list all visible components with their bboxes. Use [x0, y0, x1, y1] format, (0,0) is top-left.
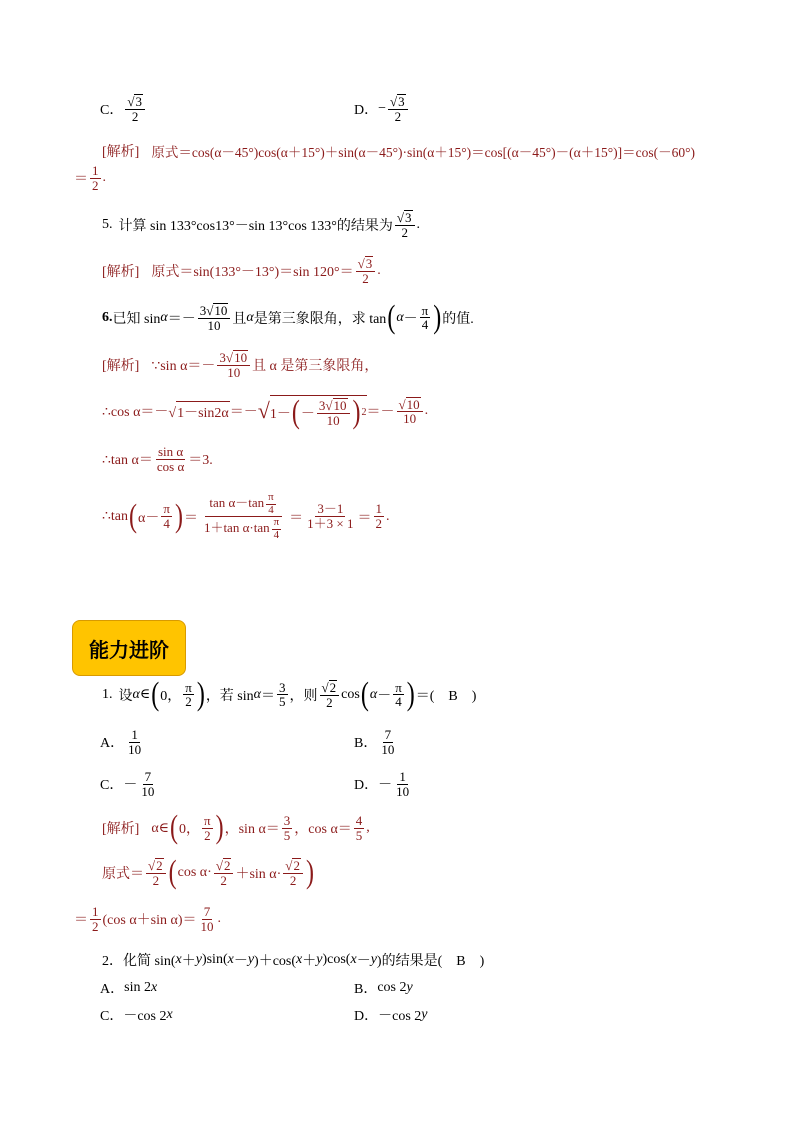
option-label: B． [354, 982, 378, 997]
analysis-tag: [解析] [102, 264, 140, 280]
p1-option-d: D． － $\frac{1}{10}$ [354, 769, 410, 799]
q6-analysis-step3: ∴tan α＝ $\frac{\text{sin α}}{\text{cos α}}$ ＝3. [102, 444, 213, 474]
q4-option-c-value: √ 3 2 [125, 94, 145, 123]
p1-option-a: A． $\frac{1}{10}$ [100, 727, 142, 757]
q5-answer: √ 3 2 [395, 210, 415, 239]
p2-question: 2． 化简 sin( x ＋ y )sin( x － y )＋cos( x ＋ y )cos( x － y )的结果是( B ) [102, 952, 485, 969]
p2-option-a: A． sin 2 x [100, 980, 158, 997]
option-label: A． [100, 736, 125, 752]
analysis-tag: [解析] [102, 822, 140, 838]
q4-option-d-value: √ 3 2 [388, 94, 408, 123]
p1-option-b: B． $\frac{7}{10}$ [354, 727, 395, 757]
p2-option-d: D． －cos 2 y [354, 1007, 428, 1024]
p1-analysis-step1: [解析] α∈ ( 0， $\frac{\pi}{2}$ ) ，sin α＝ $\frac{3}{5}$ ，cos α＝ $\frac{4}{5}$ , [102, 810, 370, 846]
q6-question: 6. 已知 sin α ＝－ 3√ 10 10 且 α 是第三象限角，求 tan ( α － $\frac{\pi}{4}$ ) 的值. [102, 300, 474, 336]
q4-analysis-result: ＝ $\frac{1}{2}$ . [74, 163, 106, 193]
section-badge: 能力进阶 [72, 620, 186, 676]
q5-analysis: [解析] 原式＝sin(133°－13°)＝sin 120°＝ √ 3 2 . [102, 256, 381, 286]
question-number: 1. [102, 686, 113, 702]
p1-analysis-step2: 原式＝ √ 2 2 ( cos α· √ 2 2 ＋sin α· √ 2 2 ) [102, 855, 314, 891]
option-label: D． [354, 1009, 379, 1024]
option-label: C． [100, 102, 124, 118]
option-label: D． [354, 778, 379, 794]
question-number: 5. [102, 216, 113, 232]
q5-question: 5. 计算 sin 133°cos13°－sin 13°cos 133°的结果为 √ 3 2 . [102, 210, 421, 240]
p2-option-b: B． cos 2 y [354, 980, 413, 997]
q4-analysis-text: 原式＝cos(α－45°)cos(α＋15°)＋sin(α－45°)·sin(α＋15°)＝cos[(α－45°)－(α＋15°)]＝cos(－60°) [151, 145, 695, 160]
option-label: A． [100, 982, 125, 997]
analysis-tag: [解析] [102, 358, 140, 374]
p1-analysis-step3: ＝ $\frac{1}{2}$ (cos α＋sin α)＝ $\frac{7}{10}$ . [74, 904, 221, 934]
q6-analysis-step4: ∴tan ( α－ $\frac{\pi}{4}$ ) ＝ tan α－tan $\frac{\pi}{4}$ 1＋tan α·tan $\frac{\pi}{4}$ ＝ $\frac{3-1}{1+3 \times 1}$ ＝ $\frac{1}{2}$ . [102, 491, 390, 541]
p1-question: 1. 设 α ∈ ( 0， $\frac{\pi}{2}$ ) ，若 sin α ＝ $\frac{3}{5}$ ，则 √ 2 2 cos ( α － $\frac{\pi}{4}$ ) ＝( B ) [102, 677, 477, 713]
option-label: C． [100, 1009, 124, 1024]
question-number: 6. [102, 309, 113, 325]
p2-option-c: C． －cos 2 x [100, 1007, 173, 1024]
analysis-tag: [解析] [102, 145, 140, 160]
q5-text: 计算 sin 133°cos13°－sin 13°cos 133°的结果为 [118, 218, 393, 234]
q4-analysis [102, 141, 695, 161]
q6-analysis-step2: ∴cos α＝－ √ 1－sin2α ＝－ √ 1－ ( － 3√ 10 10 ) 2 ＝－ √ 10 10 . [102, 395, 429, 431]
option-label: D． [354, 102, 379, 118]
q4-option-c [100, 94, 147, 123]
question-number: 2． [102, 954, 123, 969]
option-label: C． [100, 778, 124, 794]
q4-option-d: D． − √ 3 2 [354, 94, 410, 123]
option-label: B． [354, 736, 378, 752]
p1-option-c: C． － $\frac{7}{10}$ [100, 769, 155, 799]
q6-analysis-step1: [解析] ∵sin α＝－ 3√ 10 10 且 α 是第三象限角， [102, 350, 379, 380]
